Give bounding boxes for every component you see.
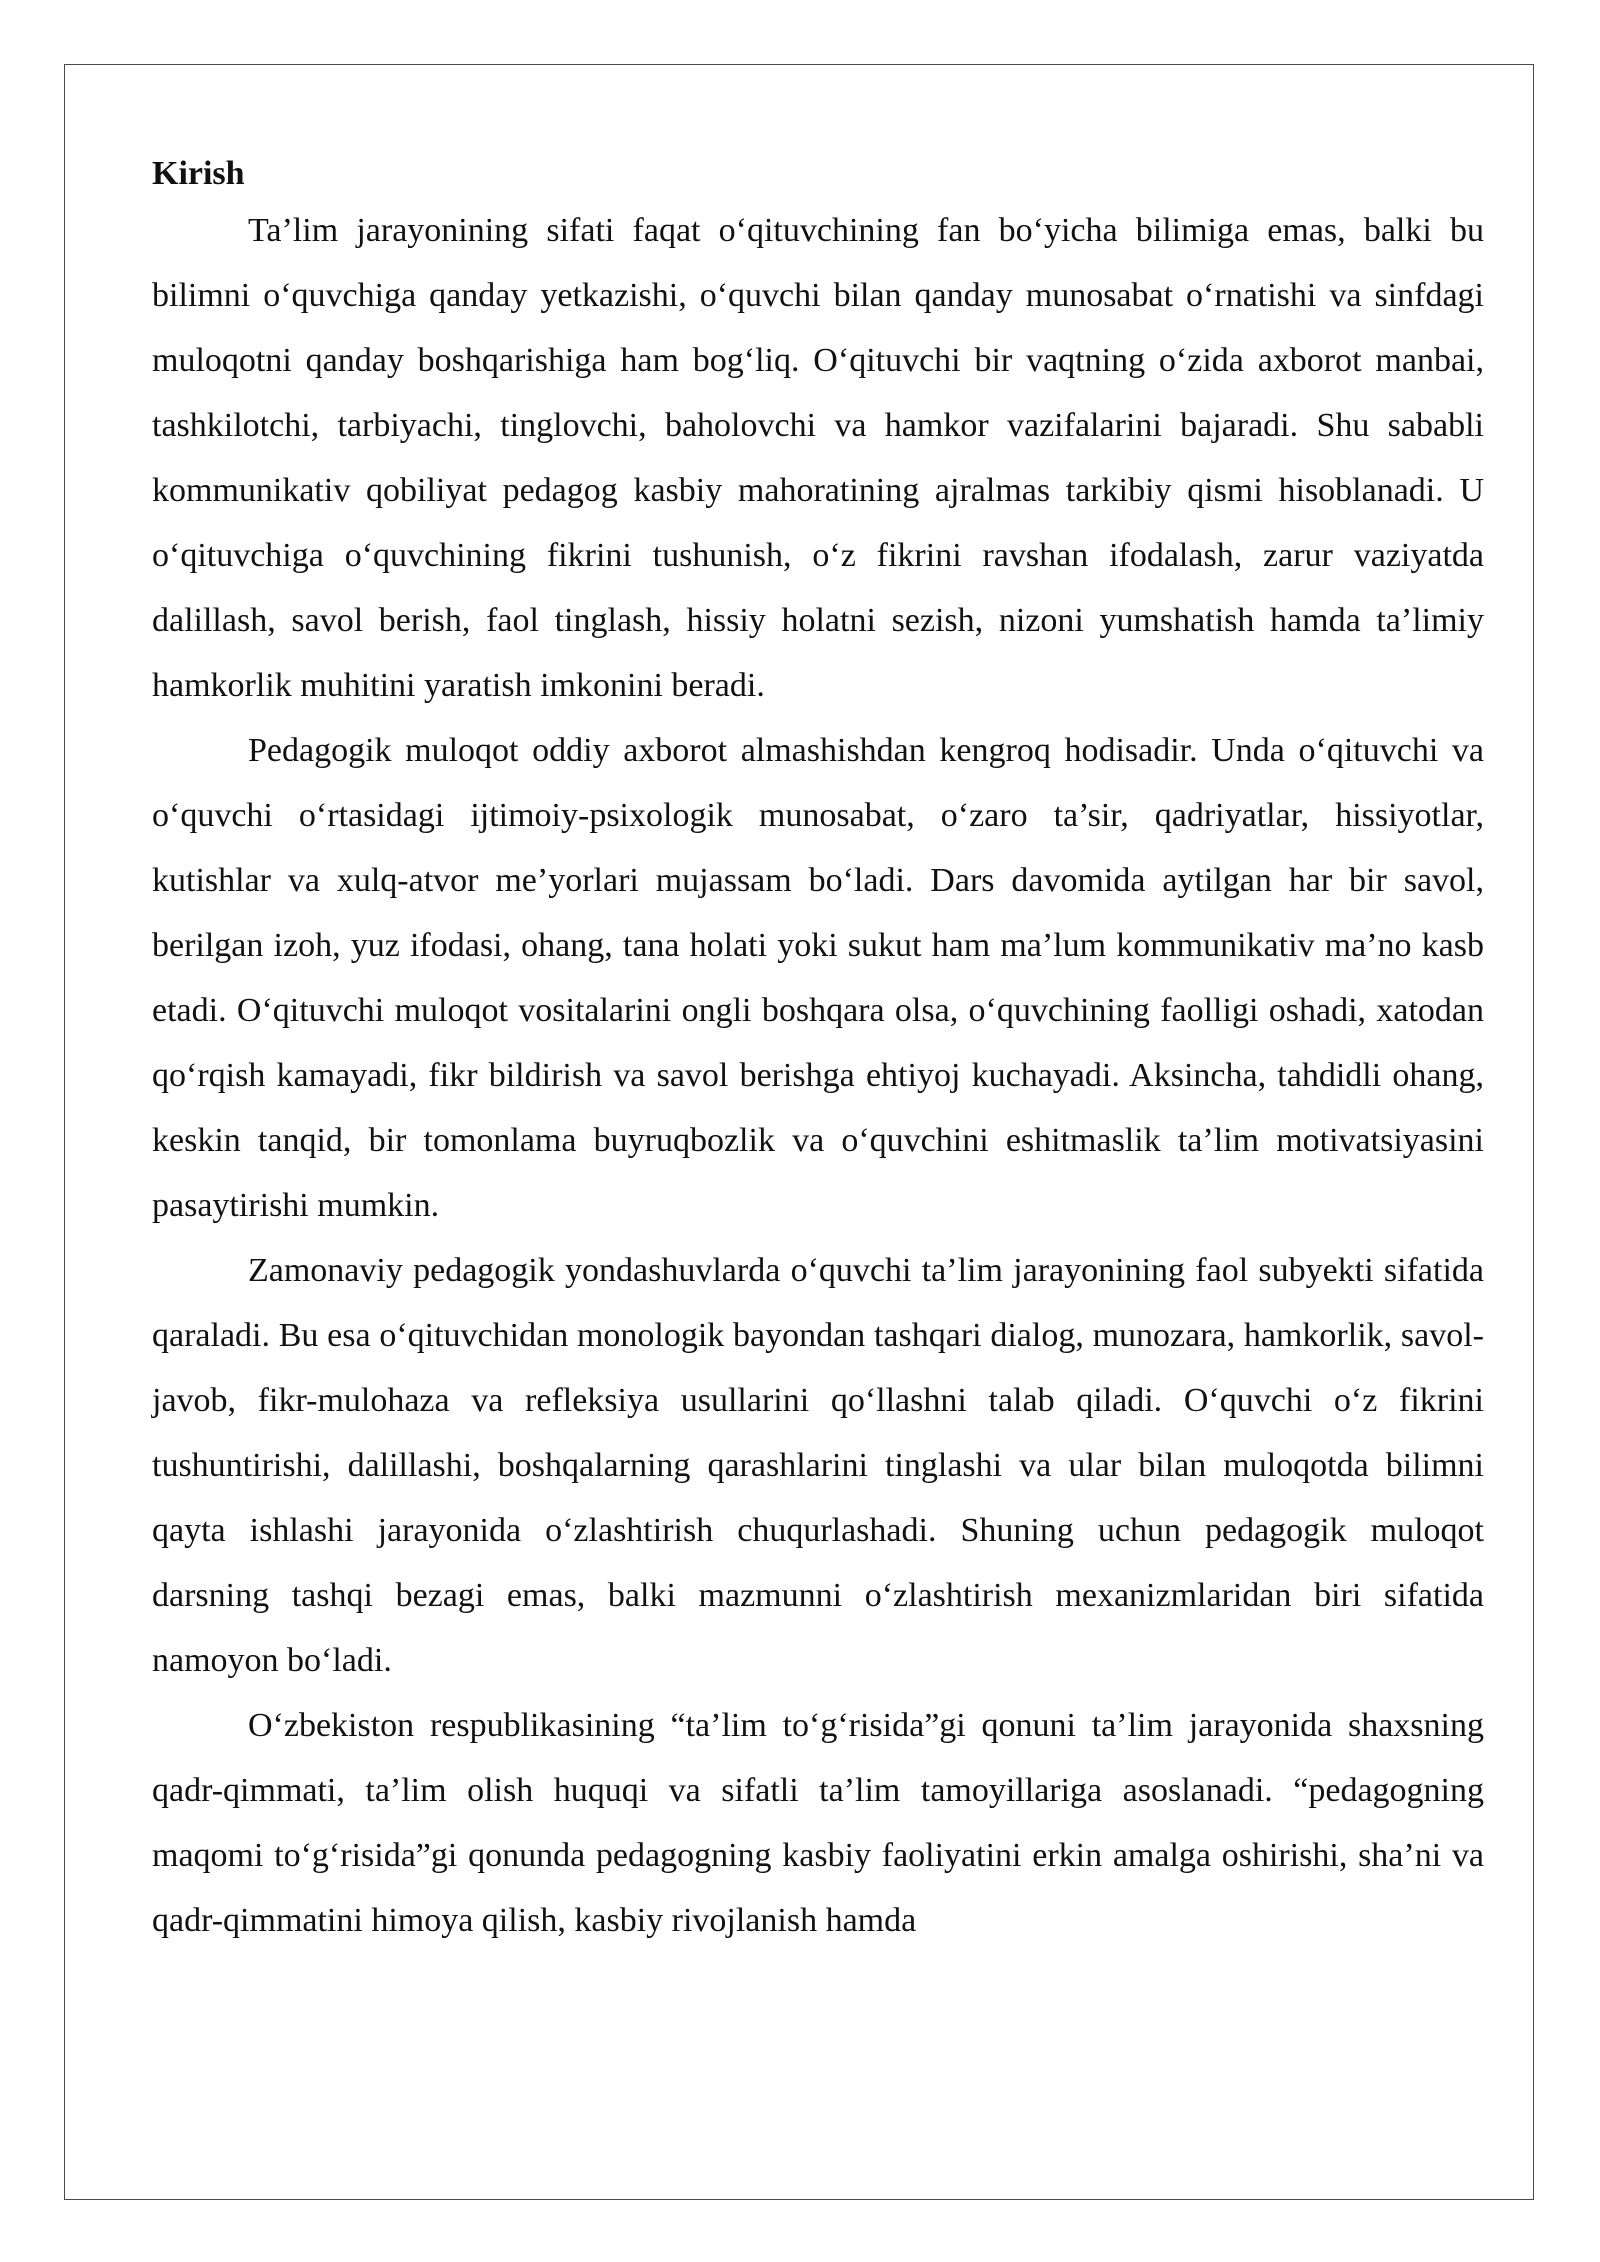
document-body <box>152 152 1484 1953</box>
paragraph-1: Ta’lim jarayonining sifati faqat o‘qituvchining fan bo‘yicha bilimiga emas, balki bu bilimni o‘quvchiga qanday yetkazishi, o‘quvchi bilan qanday munosabat o‘rnatishi va sinfdagi muloqotni qanday boshqarishiga ham bog‘liq. O‘qituvchi bir vaqtning o‘zida axborot manbai, tashkilotchi, tarbiyachi, tinglovchi, baholovchi va hamkor vazifalarini bajaradi. Shu sababli kommunikativ qobiliyat pedagog kasbiy mahoratining ajralmas tarkibiy qismi hisoblanadi. U o‘qituvchiga o‘quvchining fikrini tushunish, o‘z fikrini ravshan ifodalash, zarur vaziyatda dalillash, savol berish, faol tinglash, hissiy holatni sezish, nizoni yumshatish hamda ta’limiy hamkorlik muhitini yaratish imkonini beradi. <box>152 212 1484 704</box>
paragraph-2: Pedagogik muloqot oddiy axborot almashishdan kengroq hodisadir. Unda o‘qituvchi va o‘quvchi o‘rtasidagi ijtimoiy-psixologik munosabat, o‘zaro ta’sir, qadriyatlar, hissiyotlar, kutishlar va xulq-atvor me’yorlari mujassam bo‘ladi. Dars davomida aytilgan har bir savol, berilgan izoh, yuz ifodasi, ohang, tana holati yoki sukut ham ma’lum kommunikativ ma’no kasb etadi. O‘qituvchi muloqot vositalarini ongli boshqara olsa, o‘quvchining faolligi oshadi, xatodan qo‘rqish kamayadi, fikr bildirish va savol berishga ehtiyoj kuchayadi. Aksincha, tahdidli ohang, keskin tanqid, bir tomonlama buyruqbozlik va o‘quvchini eshitmaslik ta’lim motivatsiyasini pasaytirishi mumkin. <box>152 732 1484 1224</box>
paragraph-4: O‘zbekiston respublikasining “ta’lim to‘g‘risida”gi qonuni ta’lim jarayonida shaxsning qadr-qimmati, ta’lim olish huquqi va sifatli ta’lim tamoyillariga asoslanadi. “pedagogning maqomi to‘g‘risida”gi qonunda pedagogning kasbiy faoliyatini erkin amalga oshirishi, sha’ni va qadr-qimmatini himoya qilish, kasbiy rivojlanish hamda <box>152 1707 1484 1939</box>
section-heading: Kirish <box>152 155 245 192</box>
paragraph-3: Zamonaviy pedagogik yondashuvlarda o‘quvchi ta’lim jarayonining faol subyekti sifatida qaraladi. Bu esa o‘qituvchidan monologik bayondan tashqari dialog, munozara, hamkorlik, savol-javob, fikr-mulohaza va refleksiya usullarini qo‘llashni talab qiladi. O‘quvchi o‘z fikrini tushuntirishi, dalillashi, boshqalarning qarashlarini tinglashi va ular bilan muloqotda bilimni qayta ishlashi jarayonida o‘zlashtirish chuqurlashadi. Shuning uchun pedagogik muloqot darsning tashqi bezagi emas, balki mazmunni o‘zlashtirish mexanizmlaridan biri sifatida namoyon bo‘ladi. <box>152 1252 1484 1679</box>
